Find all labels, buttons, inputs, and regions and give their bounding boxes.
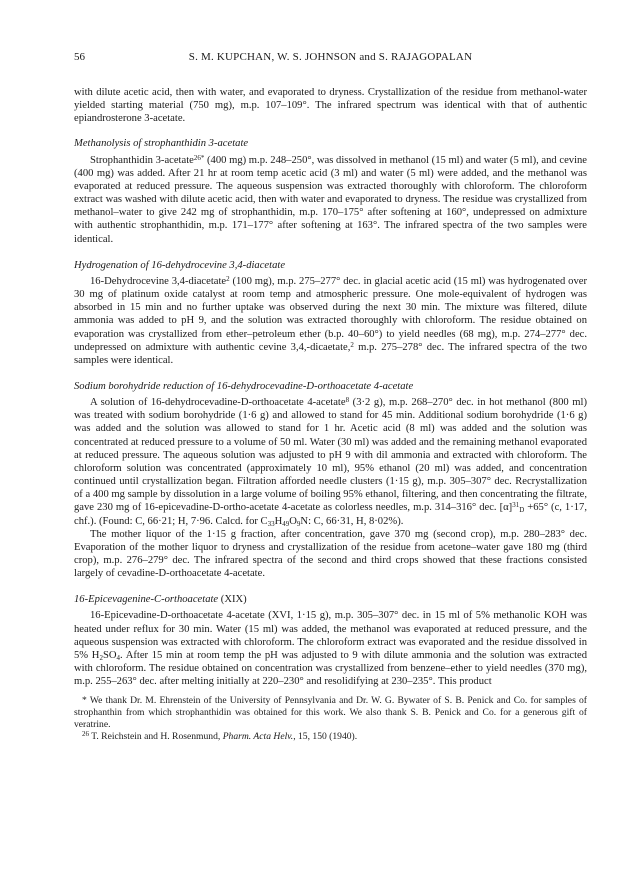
intro-paragraph: with dilute acetic acid, then with water, and evaporated to dryness. Crystallization of the residue from methanol-water yielded starting material (750 mg), m.p. 107–109°. The infrared spectrum was identical with that of authentic epiandrosterone 3-acetate. (74, 87, 587, 125)
section-heading-methanolysis: Methanolysis of strophanthidin 3-acetate (74, 138, 249, 150)
formula-subscript: 2 (99, 653, 103, 662)
text-run: N: C, 66·31, H, 8·02%). (300, 515, 404, 527)
text-run: (400 mg) m.p. 248–250°, was dissolved in methanol (15 ml) and water (5 ml), and cevine (400 mg) was added. After 21 hr at room temp acetic acid (3 ml) and water (5 ml) were added, and the methanol was evaporated at reduced pressure. The aqueous suspension was extracted thoroughly with chloroform. The chloroform extract was washed with dilute acetic acid, then with water and evaporated to dryness. The residue was crystallized from methanol–water to give 242 mg of strophanthidin, m.p. 170–175° after softening at 160°, undepressed on admixture with authentic strophanthidin, m.p. 171–177° after softening at 163°. The infrared spectra of the two samples were identical. (74, 154, 588, 245)
formula-element: O (289, 515, 297, 527)
text-run: (100 mg), m.p. 275–277° dec. in glacial acetic acid (15 ml) was hydrogenated over 30 mg of platinum oxide catalyst at room temp and atmospheric pressure. One mole-equivalent of hydrogen was absorbed in 15 min and no further uptake was observed during the next 30 min. The mixture was filtered, dilute ammonia was added to pH 9, and the solution was extracted thoroughly with chloroform. The residue obtained on evaporation was crystallized from ether–petroleum ether (b.p. 40–60°) to yield needles (68 mg), m.p. 274–277° dec. undepressed on admixture with authentic cevine 3,4,-dicaetate, (74, 275, 587, 353)
text-run: 16-Epicevadine-D-orthoacetate 4-acetate (XVI, 1·15 g), m.p. 305–307° dec. in 15 ml of 5% methanolic KOH was heated under reflux for 30 min. Water (15 ml) was added, the methanol was evaporated at reduced pressure, and the aqueous suspension was extracted with chloroform. The chloroform extract was evaporated and the residue dissolved in 5% H (74, 610, 587, 661)
formula-element: SO (102, 649, 117, 661)
reference-mark: 2 (350, 340, 354, 349)
reference-mark: 26 (82, 730, 89, 739)
epicevagenine-paragraph (74, 609, 587, 688)
text-run: +65° (c, 1·17, chf.). (Found: C, 66·21; H, 7·96. Calcd. for C (74, 502, 588, 527)
reference-mark: 2 (226, 274, 230, 283)
borohydride-paragraph-1 (74, 396, 587, 528)
page-header (74, 51, 587, 65)
page-number: 56 (74, 51, 85, 63)
text-run: 16-Dehydrocevine 3,4-diacetate (90, 275, 227, 287)
text-run: A solution of 16-dehydrocevadine-D-orthoacetate 4-acetate (90, 397, 346, 409)
text-run: . After 15 min at room temp the pH was adjusted to 9 with dilute ammonia and the solution was extracted with chloroform. The residue obtained on concentration was crystallized from benzene–ether to yield needles (370 mg), m.p. 255–263° dec. after melting initially at 220–230° and resolidifying at 230–235°. This product (74, 649, 588, 688)
borohydride-paragraph-2: The mother liquor of the 1·15 g fraction, after concentration, gave 370 mg (second crop), m.p. 280–283° dec. Evaporation of the mother liquor to dryness and crystallization of the residue from acetone–water gave 180 mg (third crop), m.p. 276–279° dec. The infrared spectra of the second and third crops showed that these fractions consisted largely of cevadine-D-orthoacetate 4-acetate. (74, 528, 587, 580)
heading-roman-part: (XIX) (218, 594, 247, 606)
text-run: , 15, 150 (1940). (293, 731, 358, 743)
rotation-line: D (519, 506, 525, 515)
reference-mark: 26* (193, 153, 205, 162)
section-heading-borohydride: Sodium borohydride reduction of 16-dehydrocevadine-D-orthoacetate 4-acetate (74, 380, 414, 392)
text-run: m.p. 275–278° dec. The infrared spectra of the two samples were identical. (74, 341, 588, 366)
text-run: (3·2 g), m.p. 268–270° dec. in hot methanol (800 ml) was treated with sodium borohydride (1·6 g) and allowed to stand for 45 min. Additional sodium borohydride (1·6 g) was added and the solution was allowed to stand for 1 hr. Acetic acid (8 ml) was added and the solution was concentrated at reduced pressure to a volume of 50 ml. Water (30 ml) was added and the remaining methanol evaporated at reduced pressure. The aqueous solution was adjusted to pH 9 with dil ammonia and extracted with chloroform. The chloroform solution was concentrated (approximately 10 ml), 95% ethanol (20 ml) was added, and concentration continued until crystallization began. Filtration afforded needle clusters (1·15 g), m.p. 305–307° dec. Recrystallization of a 400 mg sample by dissolution in a large volume of boiling 95% ethanol, filtering, and then concentrating the filtrate, gave 230 mg of 16-epicevadine-D-ortho-acetate 4-acetate as colorless needles, m.p. 314–316° dec. [α] (74, 397, 587, 514)
heading-italic-part: 16-Epicevagenine-C-orthoacetate (74, 594, 219, 606)
hydrogenation-paragraph (74, 275, 587, 367)
formula-element: H (274, 515, 283, 527)
footnote-reference-26 (74, 731, 587, 743)
formula-subscript: 33 (267, 519, 275, 528)
footnotes (74, 695, 587, 743)
text-run: Strophanthidin 3-acetate (90, 154, 194, 166)
footnote-acknowledgement: * We thank Dr. M. Ehrenstein of the University of Pennsylvania and Dr. W. G. Bywater of S. B. Penick and Co. for samples of strophanthin from which strophanthidin was obtained for this work. We also thank S. B. Penick and Co. for a generous gift of veratrine. (74, 695, 587, 731)
formula-subscript: 9 (296, 519, 301, 528)
formula-subscript: 49 (282, 519, 290, 528)
formula-subscript: 4 (116, 653, 120, 662)
section-heading-epicevagenine (74, 593, 587, 606)
text-run: T. Reichstein and H. Rosenmund, (89, 731, 223, 743)
journal-title: Pharm. Acta Helv. (222, 731, 294, 743)
rotation-temperature: 31 (512, 501, 520, 510)
reference-mark: 8 (345, 396, 350, 405)
running-head: S. M. KUPCHAN, W. S. JOHNSON and S. RAJAGOPALAN (188, 51, 473, 63)
section-heading-hydrogenation: Hydrogenation of 16-dehydrocevine 3,4-diacetate (74, 259, 286, 271)
methanolysis-paragraph (74, 154, 587, 246)
